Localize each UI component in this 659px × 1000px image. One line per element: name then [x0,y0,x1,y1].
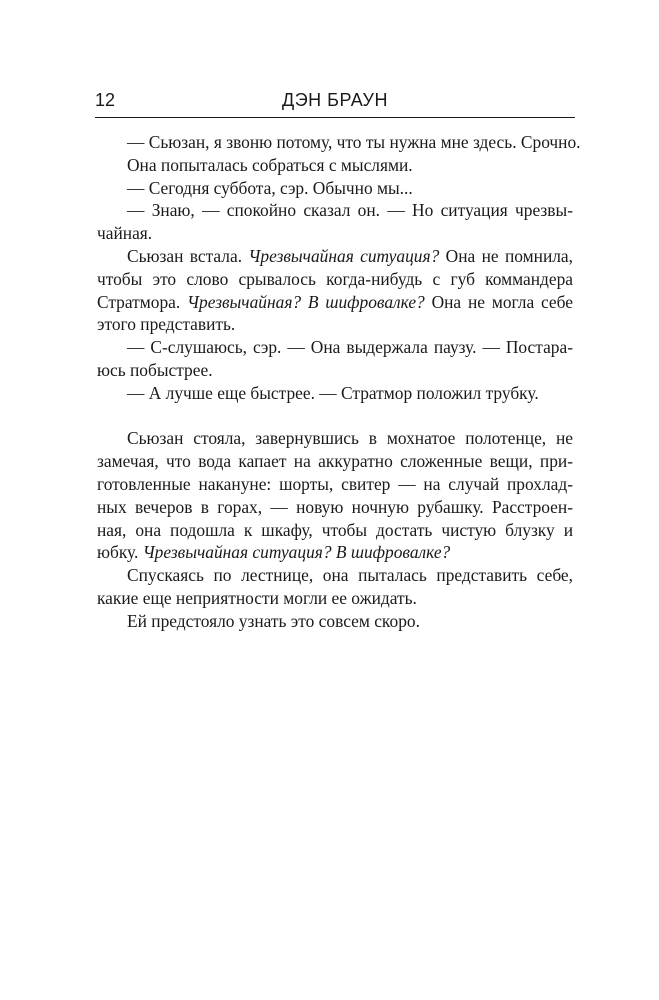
text-line: Стратмора. Чрезвычайная? В шифровалке? Она не могла себе [97,291,573,312]
text-line: — А лучше еще быстрее. — Стратмор положил трубку. [127,382,539,403]
text-line: ных вечеров в горах, — новую ночную рубашку. Расстроен- [97,496,573,517]
text-line: чтобы это слово срывалось когда-нибудь с губ коммандера [97,268,573,289]
italic-phrase: Чрезвычайная ситуация? В шифровалке? [142,542,451,563]
text-line: — Знаю, — спокойно сказал он. — Но ситуация чрезвы- [127,200,573,221]
text-line: — С-слушаюсь, сэр. — Она выдержала паузу. — Постара- [127,337,573,358]
text-line: замечая, что вода капает на аккуратно сложенные вещи, при- [97,451,573,472]
italic-phrase: Чрезвычайная ситуация? [248,245,440,266]
text-line: Она попыталась собраться с мыслями. [127,154,413,175]
text-line: Ей предстояло узнать это совсем скоро. [127,610,420,631]
page-number: 12 [95,90,116,110]
text-line: — Сегодня суббота, сэр. Обычно мы... [127,177,413,198]
body-text [97,131,581,633]
text-line: юбку. Чрезвычайная ситуация? В шифровалке? [97,542,451,563]
text-line: — Сьюзан, я звоню потому, что ты нужна мне здесь. Срочно. [127,132,581,152]
running-head: ДЭН БРАУН [282,90,388,110]
text-line: Сьюзан встала. Чрезвычайная ситуация? Она не помнила, [127,245,573,266]
italic-phrase: Чрезвычайная? В шифровалке? [187,291,425,312]
page-header [95,89,575,115]
text-line: Спускаясь по лестнице, она пыталась представить себе, [127,565,573,586]
text-line: готовленные накануне: шорты, свитер — на случай прохлад- [97,473,573,494]
text-line: чайная. [97,223,153,244]
text-line: какие еще неприятности могли ее ожидать. [97,587,417,608]
text-line: юсь побыстрее. [97,359,213,380]
text-line: ная, она подошла к шкафу, чтобы достать чистую блузку и [97,519,573,540]
header-rule [95,117,575,118]
text-line: этого представить. [97,314,236,335]
text-line: Сьюзан стояла, завернувшись в мохнатое полотенце, не [127,428,573,449]
section-break [97,405,573,428]
